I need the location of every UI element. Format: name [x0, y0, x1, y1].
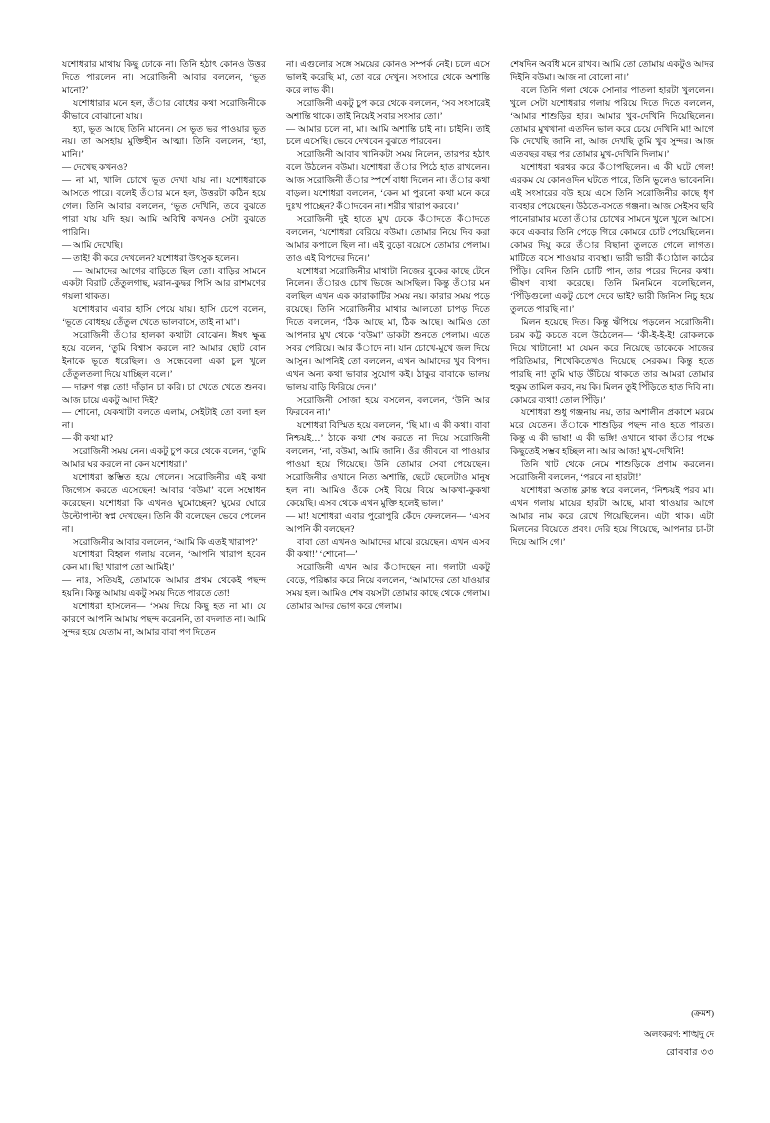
paragraph: সরোজিনী দুই হাতে মুখ ঢেকে কঁাদতে কঁাদতে বললেন, ‘যশোধরা বেরিয়ে বউমা। তোমার নিয়ে দিব করা আমার কপালে ছিল না। এই বুড়ো বয়েসে তোমার পেলাম। তাও এই বিপদের দিনে।’ — [286, 213, 490, 263]
paragraph: — মা! যশোধরা এবার পুরোপুরি কেঁদে ফেললেন— ‘এসব আপনি কী বলছেন? — [286, 510, 490, 534]
paragraph: যশোধরা সরোজিনীর মাথাটা নিজের বুকের কাছে টেনে নিলেন। তঁারও চোখ ভিজে আসছিল। কিন্তু তঁার মন বলছিল এখন এক কারাকাটির সময় নয়। কারার সময় পড়ে রয়েছে। তিনি সরোজিনীর মাথার আলতো চাপড় দিতে দিতে বললেন, ‘ঠিক আছে মা, ঠিক আছে। আমিও তো আপনার মুখ থেকে ‘বউমা’ ডাকটা শুনতে পেলাম। এতে সবর পেরিয়ে। আর কঁাদে না। যান চোখে-মুখে জল দিয়ে আসুন। আপনিই তো বললেন, এখন আমাদের খুব বিপদ। এখন অন্য কথা ভাবার সুযোগ কই। ঠাকুর বাবাকে ভালয় ভালয় বাড়ি ফিরিয়ে দেন।’ — [286, 265, 490, 392]
paragraph: — দারুণ গল্প তো! দাঁড়ান চা করি। চা খেতে খেতে শুনব। আজ চায়ে একটু আদা দিই? — [62, 381, 266, 405]
paragraph: শেষদিন অবধি মনে রাখব। আমি তো তোমায় একটুও আদর দিইনি বউমা। আজ না বোলো না।’ — [510, 59, 714, 82]
page-footer — [504, 1007, 714, 1061]
paragraph: — তাই! কী করে দেখলেন? যশোধরা উৎসুক হলেন। — [62, 252, 239, 263]
text-column-1 — [62, 58, 266, 639]
paragraph: তিনি খাট থেকে নেমে শাশুড়িকে প্রণাম করলেন। সরোজিনী বললেন, ‘পরবে না হারটা!’ — [510, 459, 714, 482]
paragraph: বলে তিনি গলা থেকে সোনার পাতলা হারটা খুললেন। খুলে সেটা যশোধরার গলায় পরিয়ে দিতে দিতে বললেন, ‘আমার শাশুড়ির হার। আমার খুব-দেখিনি দিয়েছিলেন। তোমার মুখখানা এতদিন ভাল করে চেয়ে দেখিনি মা! আগে কি দেখেছি জানি না, আজ দেখছি তুমি খুব সুন্দর। আজ এতবছর বছর পর তোমার মুখ-দেখিনি দিলাম।’ — [510, 84, 714, 160]
paragraph: বাবা তো এখনও আমাদের মাঝে রয়েছেন। এখন এসব কী কথা!’ ‘শোনো—’ — [286, 536, 490, 560]
illustration-credit: অলংকরণ: শাঙ্খদু দে — [644, 1028, 714, 1039]
paragraph: সরোজিনী একটু চুপ করে থেকে বললেন, ‘সব সংসারেই অশান্তি থাকে। তাই নিয়েই সবার সংসার তো।’ — [286, 97, 490, 121]
paragraph: না। এগুলোর সঙ্গে সময়ের কোনও সম্পর্ক নেই। চলে এসে ভালই করেছি মা, তো বরে দেখুন। সংসারে থেকে অশান্তি করে লাভ কী। — [286, 59, 490, 95]
paragraph: — আমার চলে না, মা। আমি অশান্তি চাই না। চাইনি। তাই চলে এসেছি। ভেবে দেখবেন বুঝতে পারবেন। — [286, 123, 490, 147]
article-columns — [62, 58, 714, 1048]
continuation-note: (ক্রমশ) — [691, 1008, 714, 1019]
paragraph: যশোধরা হাসলেন— ‘সময় দিয়ে কিছু হত না মা। যে কারণে আপনি আমায় পছন্দ করেননি, তা বদলাত না। আমি সুন্দর হয়ে যেতাম না, আমার বাবা পণ দিতেন — [62, 601, 266, 637]
paragraph: যশোধরাব এবার হাসি পেয়ে যায়। হাসি চেপে বলেন, ‘ভূতে বোধহয় তেঁতুল খেতে ভালবাসে, তাই না মা’। — [62, 304, 266, 328]
page-number: রোববার ৩৩ — [665, 1047, 714, 1058]
paragraph: হ্যা, ভূত আছে তিনি মানেন। সে ভূত ভর পাওয়ার ভূত নয়। তা অসহায় মুক্তিহীন আত্মা। তিনি বললেন, ‘হ্যা, মানি।’ — [62, 123, 266, 160]
paragraph: যশোধরা অতান্ত ক্লান্ত স্বরে বললেন, ‘নিশ্চয়ই পরব মা। এখন গলায় মায়ের হারটা আছে, মাবা থাওয়ার আগে আমার নাম করে রেখে গিয়েছিলেন। এটা থাক। এটা মিলনের বিয়েতে প্রবং। দেরি হয়ে গিয়েছে, আপনার চা-টা দিয়ে আসি গে।’ — [510, 484, 714, 547]
paragraph: সরোজিনী এখন আর কঁাদছেন না। গলাটা একটু বেড়ে, পরিষ্কার করে নিয়ে বললেন, ‘আমাদের তো যাওয়ার সময় হল। আমিও শেষ বয়সটা তোমার কাছে থেকে গেলাম। তোমার আদর ভোগ করে গেলাম। — [286, 562, 490, 612]
paragraph: — আমাদের আগের বাড়িতে ছিল তো। বাড়ির সামনে একটা বিরাট তেঁতুলগাছ, মরান-কুদ্বর পিসি আর রাশমণের গয়লা থাকত। — [62, 265, 266, 302]
paragraph: সরোজিনী তঁার হালকা কথাটা বোঝেন। ঈষৎ ক্ষুব্ধ হয়ে বলেন, ‘তুমি বিশ্বাস করলে না? আমার ছোট বোন ইনাকে ভূতে ধরেছিল। ও সন্ধেবেলা একা চুল খুলে তেঁতুলতলা দিয়ে যাচ্ছিল বলে।’ — [62, 330, 266, 379]
paragraph: — শোনো, যেকথাটা বলতে এলাম, সেইটাই তো বলা হল না। — [62, 407, 266, 431]
paragraph: যশোধারার মনে হল, তঁার বোধের কথা সরোজিনীকে কীভাবে বোঝানো যায়। — [62, 97, 266, 121]
paragraph: — দেখেছ কখনও? — [62, 162, 128, 173]
paragraph: যশোধরা থরথর করে কঁাপছিলেন। এ কী ঘটে গেল! এরকম যে কোনওদিন ঘটতে পারে, তিনি ভুলেও ভাবেননি। এই সংসারের বউ হয়ে এসে তিনি সরোজিনীর কাছে ধৃণ ব্যবহার পেয়েছেন। উঠতে-বসতে গঞ্জনা। আজ সেইসব ছবি পানোরামার মতো তঁার চোখের সামনে খুলে খুলে আসে। কবে একবার তিনি পেড়ে গিরে কোমরে চোট পেয়েছিলেন। কোমর দিযু করে তঁার বিছানা তুলতে গেলে লাগত। মাটিতে বসে শাওয়ার ব্যবস্থা। ভারী ভারী কঁাঠাল কাঠের পিঁড়ি। বেদিন তিনি চোটি পান, তার পরের দিনের কথা। ভীষণ ব্যথা করেছে। তিনি মিনমিনে বলেছিলেন, ‘পিঁড়িগুলো একটু চেপে দেবে ভাই? ভারী জিনিস নিচু হয়ে তুলতে পারছি না।’ — [510, 162, 714, 315]
paragraph: — কী কথা মা? — [62, 433, 113, 444]
paragraph: সরোজিনী আবাব খানিকটা সময় নিলেন, তারপর হঠাৎ বলে উঠলেন বউমা। যশোধরা তঁার পিঠে হাত রাখলেন। আজ সরোজিনী তঁার স্পর্শে বাধা দিলেন না। তঁার কথা বাড়ল। যশোধরা বললেন, ‘কেন মা পুরনো কথা মনে করে দুঃখ পাচ্ছেন? কঁাদবেন না। শরীর খারাপ করবে।’ — [286, 149, 490, 211]
paragraph: যশোধরা শুধু গঞ্জনায় নয়, তার অশালীন প্রকাশে মরমে মরে যেতেন। তঁাকে শাশুড়ির পছন্দ নাও হতে পারত। কিন্তু এ কী ভাষা! এ কী ভঙ্গি! ওখানে থাকা তঁার পক্ষে কিছুতেই সম্ভব হচ্ছিল না। আর আজ! মুখ-দেখিনি! — [510, 407, 714, 457]
paragraph: যশোধরা স্তম্ভিত হয়ে গেলেন। সরোজিনীর এই কথা জিগ্যেস করতে এসেছেন! আবার ‘বউমা’ বলে সম্বোধন করেছেন। যশোধরা কি এখনও ঘুমোচ্ছেন? ঘুমের ঘোরে উল্টোপাল্টা স্বপ্ন দেখছেন। তিনি কী বলেছেন ভেবে পেলেন না। — [62, 472, 266, 534]
paragraph: যশোধরা বিস্মিত হয়ে বললেন, ‘ছি মা। এ কী কথা। বাবা নিশ্চয়ই…’ ঠাকে কথা শেষ করতে না দিয়ে সরোজিনী বললেন, ‘না, বউমা, আমি জানি। ওঁর জীবনে বা পাওয়ার পাওয়া হয়ে গিয়েছে। উনি তোমার সেবা পেয়েছেন। সরোজিনীর ওখানে নিত্য অশান্তি, ছেটে ছেলেটাও মানুষ হল না। আমিও ওঁকে সেই বিয়ে বিয়ে আকখা-কুকথা কেয়েছি। এসব থেকে এখন মুক্তি হলেই ভাল।’ — [286, 420, 490, 508]
paragraph: — নাঃ, সতিযই, তোমাকে আমার প্রথম থেকেই পছন্দ হয়নি। কিন্তু আমায় একটু সময় দিতে পারতে তো! — [62, 575, 266, 599]
paragraph: যশোধরার মাথায় কিছু ঢোকে না। তিনি হঠাৎ কোনও উত্তর দিতে পারলেন না। সরোজিনী আবার বললেন, ‘ভূত মানো?’ — [62, 59, 266, 95]
paragraph: মিলন হয়েছে দিত। কিন্তু ঋঁপিয়ে পড়লেন সরোজিনী। চরম কট্ট কচতে বলে উঠেলেন— ‘কী-ই-ই-ই! রোকলকে দিয়ে খাটানো! মা যেমন করে নিয়েছে ডাকেকে সাজের পরিতিমার, শিখেকিতেখও দিয়েছে সেরকম। কিন্তু হতে পারছি না! তুমি ঘাড় উঁচিয়ে থাকতে তার আমরা তোমার হুকুম তামিল করব, নয় কি। মিলন তুই পিঁড়িতে হাত দিবি না। কোমরে ব্যথা! তোল পিঁড়ি।’ — [510, 317, 714, 405]
paragraph: সরোজিনীর আবার বললেন, ‘আমি কি এতই খারাপ?’ — [73, 536, 258, 547]
paragraph: সরোজিনী সময় নেন। একটু চুপ করে থেকে বলেন, ‘তুমি আমার ঘর করলে না কেন যশোধরা।’ — [62, 446, 266, 470]
paragraph: যশোধরা বিহ্বল গলায় বলেন, ‘আপনি খারাপ হবেন কেন মা। ছি! খারাপ তো আমিই।’ — [62, 549, 266, 573]
paragraph: সরোজিনী সোজা হয়ে বসলেন, বললেন, ‘উনি আর ফিরবেন না।’ — [286, 394, 490, 418]
text-column-3 — [510, 58, 714, 548]
text-column-2 — [286, 58, 490, 613]
paragraph: — আমি দেখেছি। — [62, 239, 123, 250]
paragraph: — না মা, খালি চোখে ভূত দেখা যায় না। যশোধরাকে আসতে পারে। বলেই তঁার মনে হল, উত্তরটা কঠিন হয়ে গেল। তিনি আবার বললেন, ‘ভূত দেখিনি, তবে বুঝতে পারা যায় যদি হয়। আমি অবিশ্বি কখনও সেটা বুঝতে পারিনি। — [62, 175, 266, 237]
